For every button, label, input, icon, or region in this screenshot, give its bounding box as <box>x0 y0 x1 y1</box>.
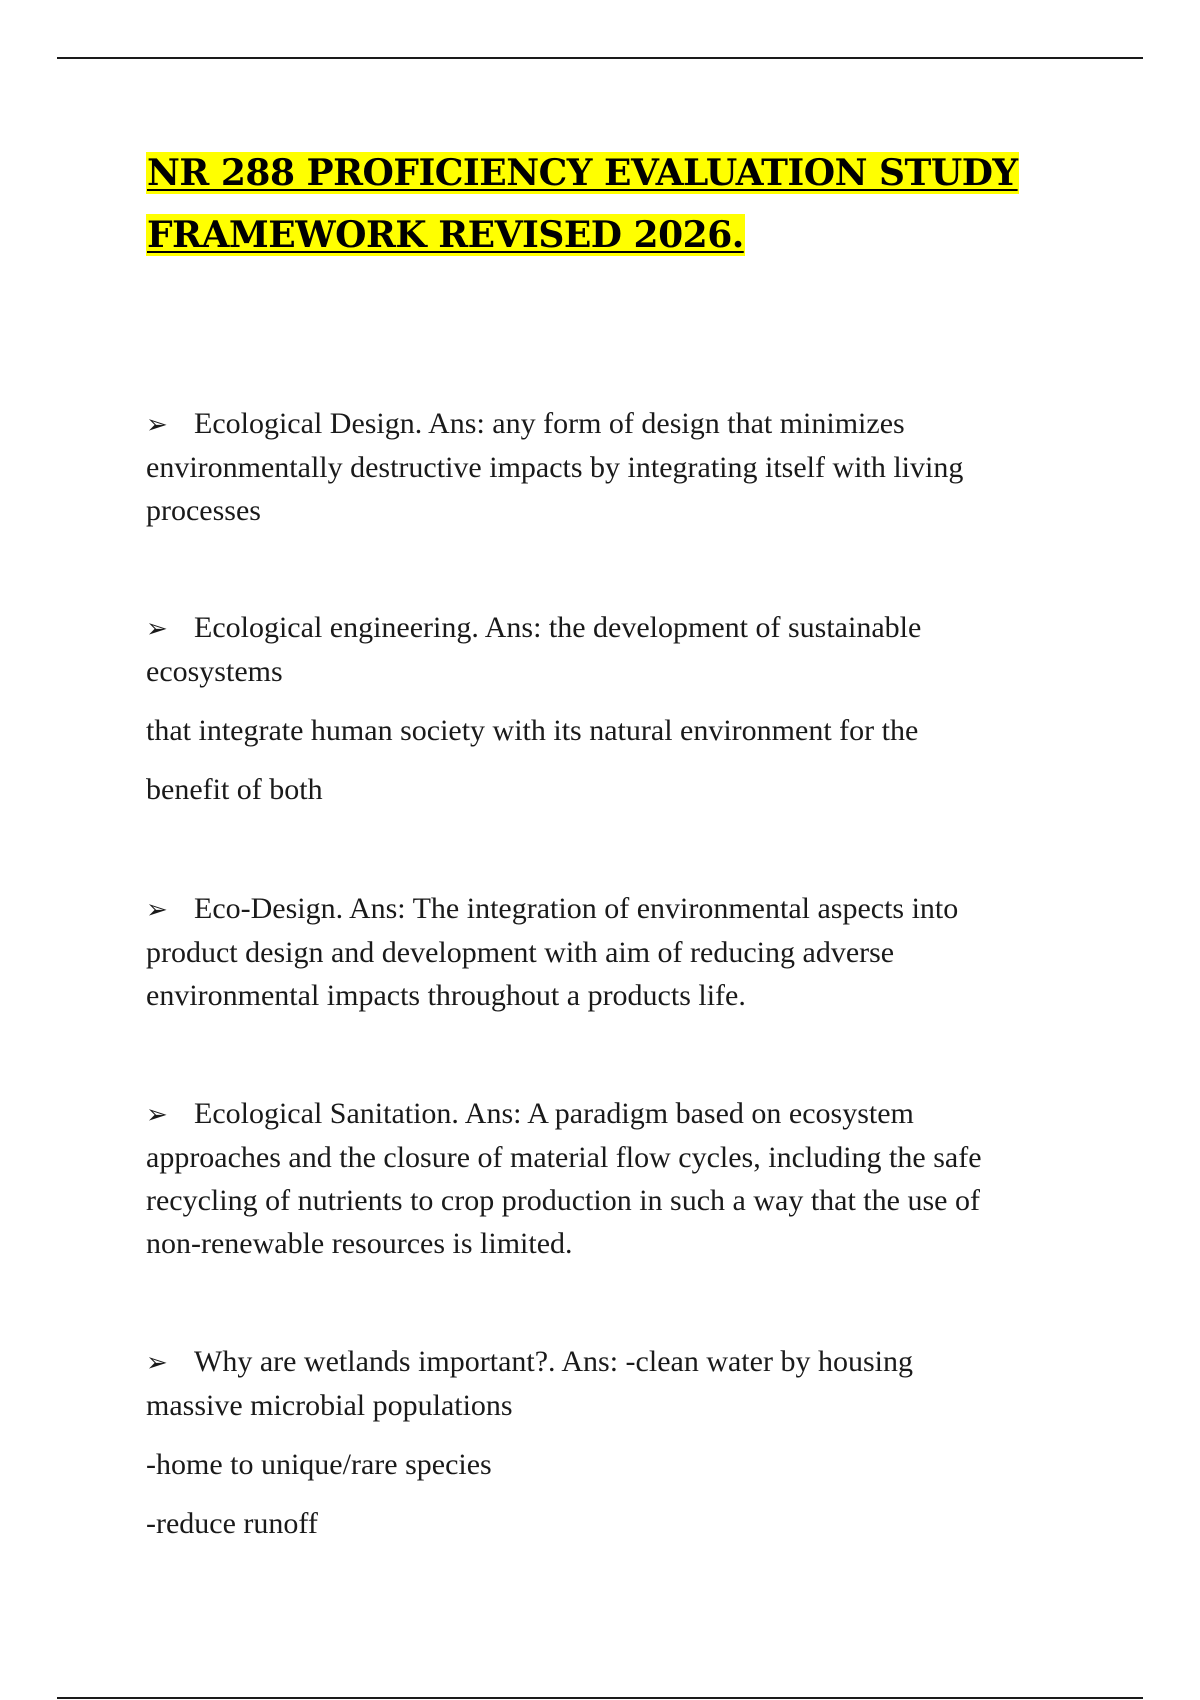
arrowhead-bullet-icon: ➢ <box>146 614 168 643</box>
title-line-2: FRAMEWORK REVISED 2026. <box>147 214 744 256</box>
qa-entry-ecological-sanitation <box>146 1092 1066 1265</box>
qa-entry-eco-design <box>146 887 1066 1017</box>
entry-first-line <box>146 1340 1066 1384</box>
document-title <box>146 142 1106 266</box>
arrowhead-bullet-icon: ➢ <box>146 1348 168 1377</box>
entry-text-line: Eco-Design. Ans: The integration of environmental aspects into <box>194 892 959 925</box>
arrowhead-bullet-icon: ➢ <box>146 895 168 924</box>
entry-text-line: non-renewable resources is limited. <box>146 1227 573 1260</box>
entry-text-line: product design and development with aim of reducing adverse <box>146 936 895 969</box>
entry-first-line <box>146 402 1066 446</box>
entry-text-line: massive microbial populations <box>146 1389 513 1422</box>
entry-continuation-line: benefit of both <box>146 773 323 806</box>
entry-continuation-line: that integrate human society with its natural environment for the <box>146 714 919 747</box>
qa-entry-ecological-design <box>146 402 1066 532</box>
entry-text-line: Ecological Design. Ans: any form of design that minimizes <box>194 407 905 440</box>
entry-text-line: Ecological engineering. Ans: the development of sustainable <box>194 611 922 644</box>
qa-entry-ecological-engineering <box>146 606 1066 811</box>
entry-continuation-line: -home to unique/rare species <box>146 1448 492 1481</box>
arrowhead-bullet-icon: ➢ <box>146 410 168 439</box>
top-horizontal-rule <box>57 57 1143 59</box>
entry-text-line: environmentally destructive impacts by integrating itself with living <box>146 451 964 484</box>
entry-first-line <box>146 606 1066 650</box>
entry-text-line: environmental impacts throughout a products life. <box>146 979 746 1012</box>
entry-text-line: Why are wetlands important?. Ans: -clean water by housing <box>194 1345 913 1378</box>
bottom-horizontal-rule <box>57 1697 1143 1699</box>
entry-text-line: processes <box>146 494 261 527</box>
entry-continuation-line: -reduce runoff <box>146 1507 318 1540</box>
qa-entry-wetlands <box>146 1340 1066 1545</box>
arrowhead-bullet-icon: ➢ <box>146 1100 168 1129</box>
entry-text-line: ecosystems <box>146 655 283 688</box>
entry-text-line: recycling of nutrients to crop production in such a way that the use of <box>146 1184 980 1217</box>
entry-first-line <box>146 1092 1066 1136</box>
entry-text-line: Ecological Sanitation. Ans: A paradigm based on ecosystem <box>194 1097 914 1130</box>
entry-text-line: approaches and the closure of material flow cycles, including the safe <box>146 1141 982 1174</box>
title-line-1: NR 288 PROFICIENCY EVALUATION STUDY <box>147 152 1018 194</box>
entry-first-line <box>146 887 1066 931</box>
